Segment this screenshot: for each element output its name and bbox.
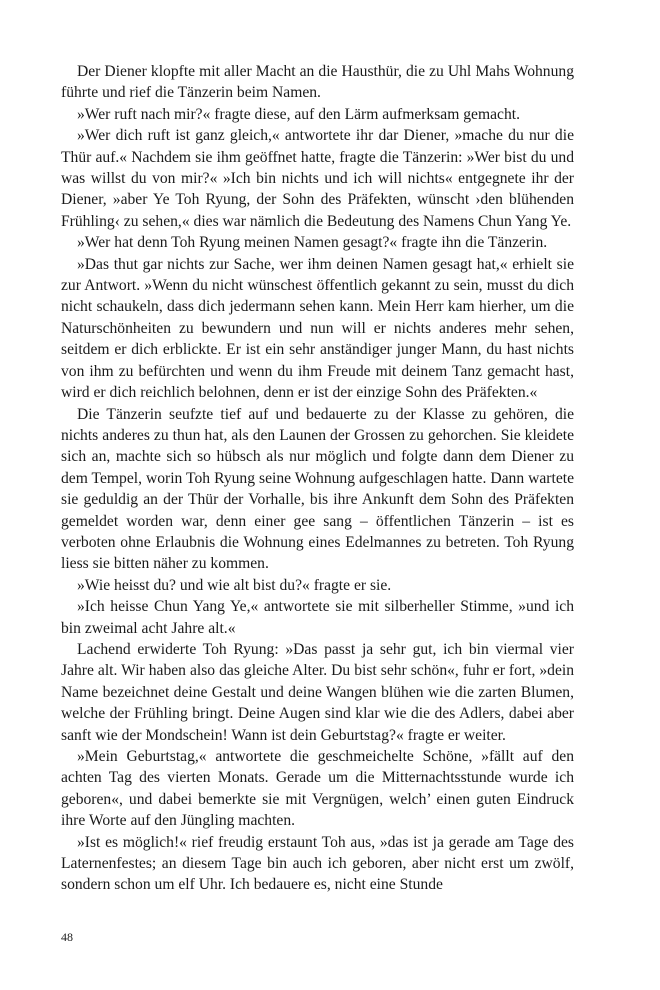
- paragraph-4: »Wer hat denn Toh Ryung meinen Namen gesagt?« fragte ihn die Tänzerin.: [77, 234, 548, 252]
- paragraph-1: Der Diener klopfte mit aller Macht an die Hausthür, die zu Uhl Mahs Wohnung führte und rief die Tänzerin beim Namen.: [61, 63, 574, 102]
- paragraph-2: »Wer ruft nach mir?« fragte diese, auf den Lärm aufmerksam gemacht.: [77, 105, 520, 123]
- paragraph-7: »Wie heisst du? und wie alt bist du?« fragte er sie.: [77, 576, 392, 594]
- paragraph-9: Lachend erwiderte Toh Ryung: »Das passt ja sehr gut, ich bin viermal vier Jahre alt. Wir haben also das gleiche Alter. Du bist sehr schön«, fuhr er fort, »dein Name bezeichnet deine Gestalt und deine Wangen blühen wie die zarten Blumen, welche der Frühling bringt. Deine Augen sind klar wie die des Adlers, dabei aber sanft wie der Mondschein! Wann ist dein Geburtstag?« fragte er weiter.: [61, 640, 574, 744]
- paragraph-3: »Wer dich ruft ist ganz gleich,« antwortete ihr dar Diener, »mache du nur die Thür auf.« Nachdem sie ihm geöffnet hatte, fragte die Tänzerin: »Wer bist du und was willst du von mir?« »Ich bin nichts und ich will nichts« entgegnete ihr der Diener, »aber Ye Toh Ryung, der Sohn des Präfekten, wünscht ›den blühenden Frühling‹ zu sehen,« dies war nämlich die Bedeutung des Namens Chun Yang Ye.: [61, 127, 574, 230]
- paragraph-11: »Ist es möglich!« rief freudig erstaunt Toh aus, »das ist ja gerade am Tage des Laternenfestes; an diesem Tage bin auch ich geboren, aber nicht erst um zwölf, sondern schon um elf Uhr. Ich bedauere es, nicht eine Stunde: [61, 833, 574, 894]
- paragraph-10: »Mein Geburtstag,« antwortete die geschmeichelte Schöne, »fällt auf den achten Tag des vierten Monats. Gerade um die Mitternachtsstunde wurde ich geboren«, und dabei bemerkte sie mit Vergnügen, welch’ einen guten Eindruck ihre Worte auf den Jüngling machten.: [61, 748, 574, 830]
- page-number: 48: [61, 930, 73, 944]
- page-body: [61, 61, 574, 896]
- paragraph-8: »Ich heisse Chun Yang Ye,« antwortete sie mit silberheller Stimme, »und ich bin zweimal acht Jahre alt.«: [61, 598, 574, 637]
- paragraph-5: »Das thut gar nichts zur Sache, wer ihm deinen Namen gesagt hat,« erhielt sie zur Antwort. »Wenn du nicht wünschest öffentlich gekannt zu sein, musst du dich nicht schaukeln, dass dich jedermann sehen kann. Mein Herr kam hierher, um die Naturschönheiten zu bewundern und nun will er nichts anderes mehr sehen, seitdem er dich erblickte. Er ist ein sehr anständiger junger Mann, du hast nichts von ihm zu befürchten und wenn du ihm Freude mit deinem Tanz gemacht hast, wird er dich reichlich belohnen, denn er ist der einzige Sohn des Präfekten.«: [61, 255, 574, 402]
- paragraph-6: Die Tänzerin seufzte tief auf und bedauerte zu der Klasse zu gehören, die nichts anderes zu thun hat, als den Launen der Grossen zu gehorchen. Sie kleidete sich an, machte sich so hübsch als nur möglich und folgte dann dem Diener zu dem Tempel, worin Toh Ryung seine Wohnung aufgeschlagen hatte. Dann wartete sie geduldig an der Thür der Vorhalle, bis ihre Ankunft dem Sohn des Präfekten gemeldet worden war, denn einer gee sang – öffentlichen Tänzerin – ist es verboten ohne Erlaubnis die Wohnung eines Edelmannes zu betreten. Toh Ryung liess sie bitten näher zu kommen.: [61, 405, 574, 573]
